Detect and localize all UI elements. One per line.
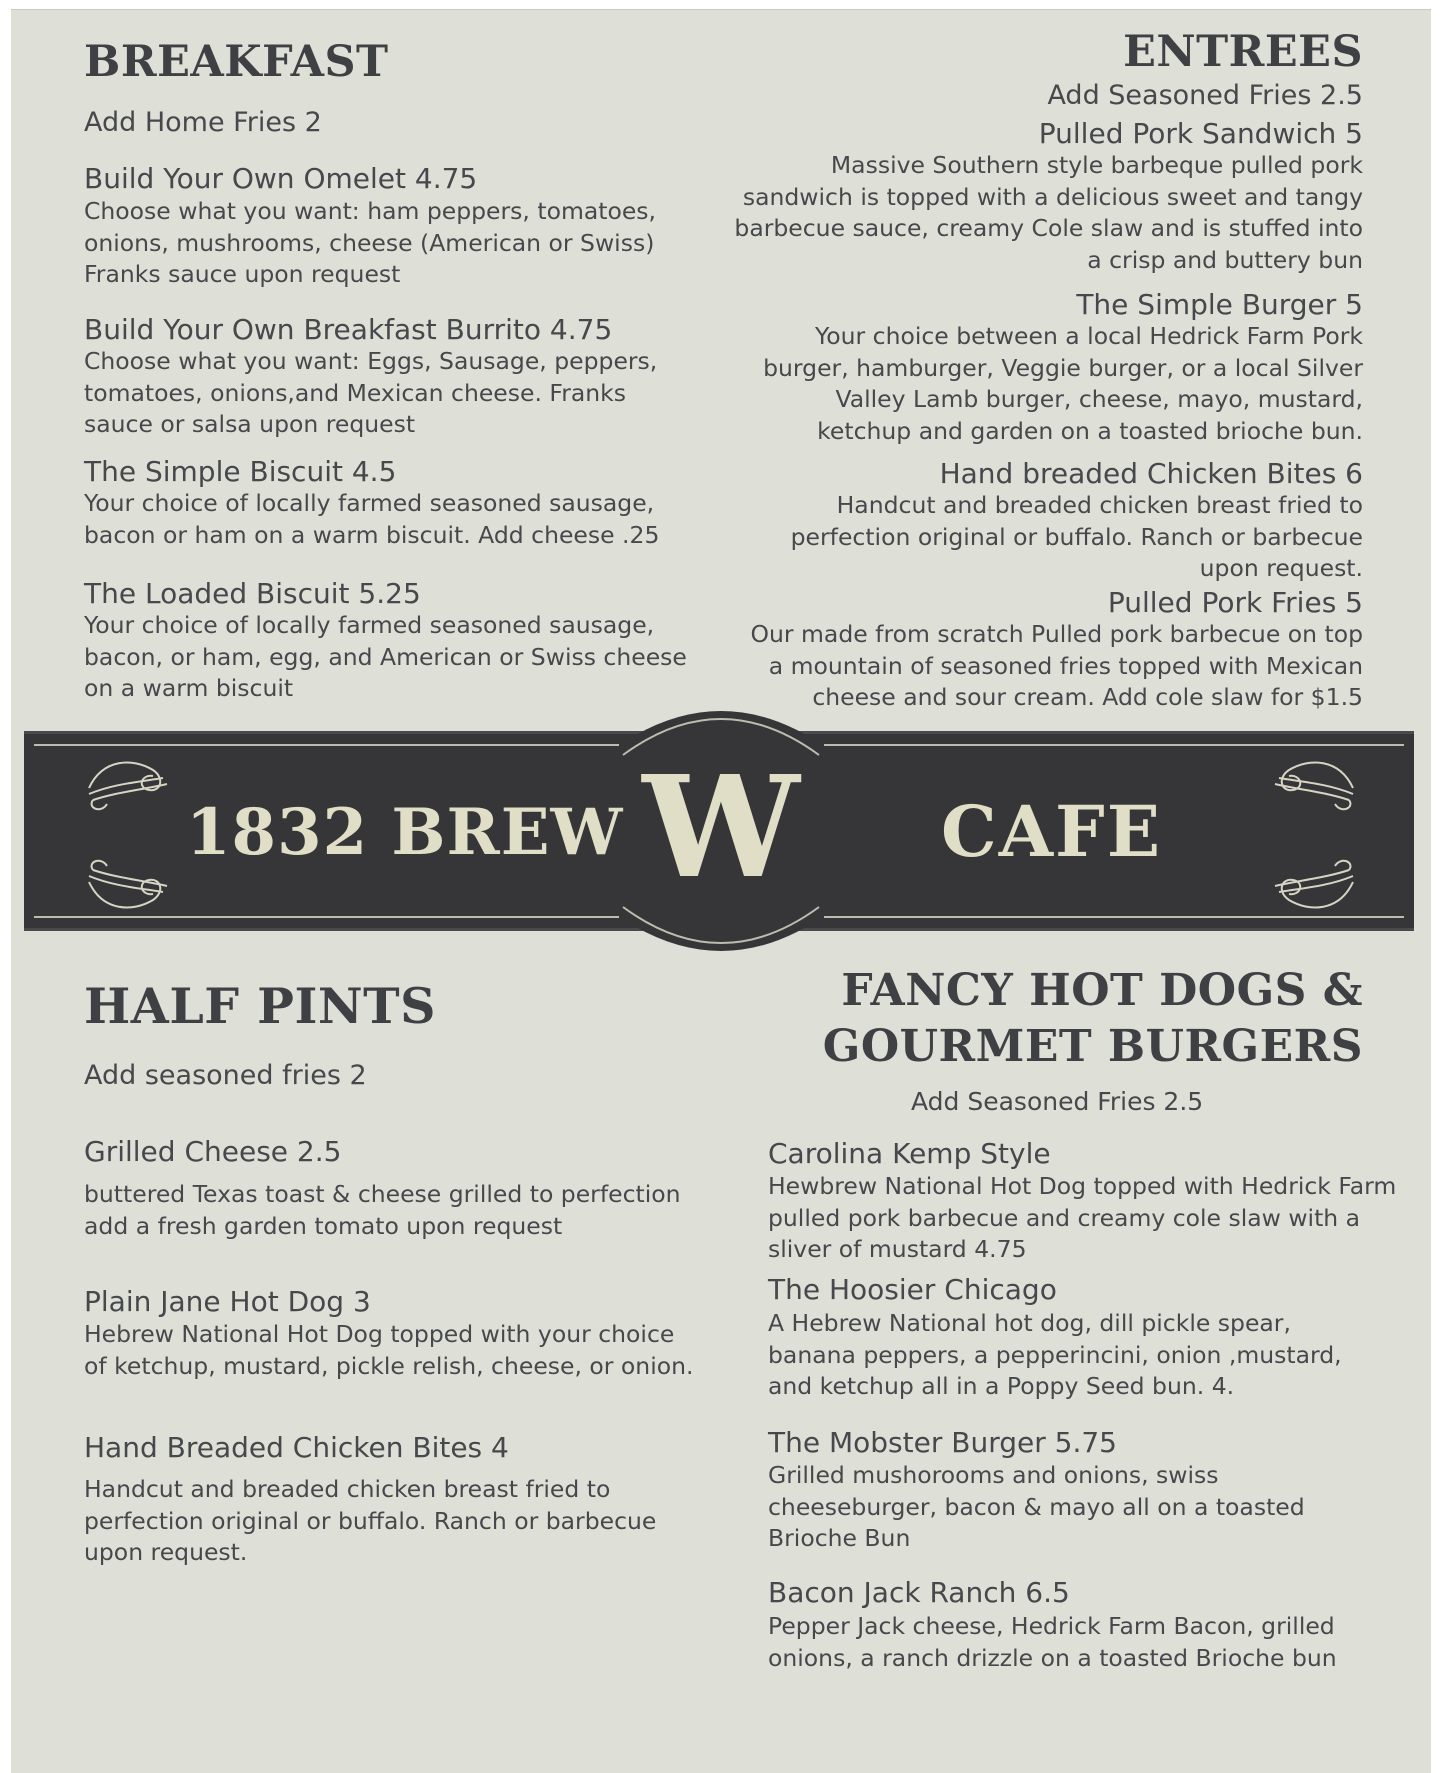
entrees-subheading: Add Seasoned Fries 2.5 xyxy=(1047,80,1363,111)
desc-line: Brioche Bun xyxy=(768,1524,911,1552)
heading-line: FANCY HOT DOGS & xyxy=(841,965,1363,1016)
hot-dogs-subheading: Add Seasoned Fries 2.5 xyxy=(911,1087,1204,1116)
half-pints-item-title: Plain Jane Hot Dog 3 xyxy=(84,1285,371,1318)
half-pints-item-desc xyxy=(84,1474,656,1569)
breakfast-item-desc xyxy=(84,488,659,551)
desc-line: sliver of mustard 4.75 xyxy=(768,1235,1027,1263)
desc-line: Your choice of locally farmed seasoned sausage, xyxy=(84,611,655,639)
menu-page xyxy=(11,9,1431,1773)
half-pints-item-title: Hand Breaded Chicken Bites 4 xyxy=(84,1431,509,1464)
desc-line: buttered Texas toast & cheese grilled to perfection xyxy=(84,1180,681,1208)
breakfast-heading: BREAKFAST xyxy=(84,37,389,87)
desc-line: onions, mushrooms, cheese (American or Swiss) xyxy=(84,228,655,257)
flourish-icon xyxy=(1269,748,1359,818)
entrees-item-desc xyxy=(734,150,1363,276)
flourish-icon xyxy=(1269,852,1359,922)
desc-line: Your choice of locally farmed seasoned sausage, xyxy=(84,489,655,517)
desc-line: Your choice between a local Hedrick Farm Pork xyxy=(815,322,1363,350)
breakfast-item-desc xyxy=(84,346,657,441)
hot-dogs-item-desc xyxy=(768,1460,1305,1555)
desc-line: add a fresh garden tomato upon request xyxy=(84,1211,563,1240)
desc-line: pulled pork barbecue and creamy cole slaw with a xyxy=(768,1203,1361,1232)
desc-line: perfection original or buffalo. Ranch or barbecue xyxy=(790,522,1363,551)
entrees-item-title: Pulled Pork Fries 5 xyxy=(1107,586,1363,619)
half-pints-subheading: Add seasoned fries 2 xyxy=(84,1060,367,1091)
flourish-icon xyxy=(83,852,173,922)
hot-dogs-item-desc xyxy=(768,1171,1396,1266)
desc-line: ketchup and garden on a toasted brioche bun. xyxy=(817,416,1363,445)
desc-line: Pepper Jack cheese, Hedrick Farm Bacon, grilled xyxy=(768,1612,1335,1640)
entrees-item-desc xyxy=(791,490,1363,585)
desc-line: perfection original or buffalo. Ranch or barbecue xyxy=(84,1506,657,1535)
desc-line: Handcut and breaded chicken breast fried to xyxy=(836,491,1363,519)
desc-line: barbecue sauce, creamy Cole slaw and is stuffed into xyxy=(734,214,1363,242)
desc-line: upon request. xyxy=(1199,554,1363,582)
desc-line: cheeseburger, bacon & mayo all on a toasted xyxy=(768,1492,1305,1521)
breakfast-item-title: The Loaded Biscuit 5.25 xyxy=(84,577,421,610)
entrees-heading: ENTREES xyxy=(1123,27,1363,77)
desc-line: Hebrew National Hot Dog topped with your choice xyxy=(84,1320,675,1348)
desc-line: and ketchup all in a Poppy Seed bun. 4. xyxy=(768,1372,1235,1400)
desc-line: Choose what you want: ham peppers, tomatoes, xyxy=(84,197,657,225)
desc-line: Massive Southern style barbeque pulled pork xyxy=(830,151,1363,179)
desc-line: upon request. xyxy=(84,1538,248,1566)
desc-line: onions, a ranch drizzle on a toasted Brioche bun xyxy=(768,1643,1337,1672)
desc-line: burger, hamburger, Veggie burger, or a local Silver xyxy=(763,353,1363,382)
breakfast-subheading: Add Home Fries 2 xyxy=(84,107,322,138)
hot-dogs-item-desc xyxy=(768,1308,1342,1403)
desc-line: sauce or salsa upon request xyxy=(84,410,416,438)
breakfast-item-title: Build Your Own Breakfast Burrito 4.75 xyxy=(84,313,613,346)
desc-line: banana peppers, a pepperincini, onion ,mustard, xyxy=(768,1340,1342,1369)
desc-line: tomatoes, onions,and Mexican cheese. Franks xyxy=(84,378,627,407)
half-pints-item-title: Grilled Cheese 2.5 xyxy=(84,1135,342,1168)
hot-dogs-item-title: The Mobster Burger 5.75 xyxy=(768,1426,1117,1459)
breakfast-item-desc xyxy=(84,196,656,291)
desc-line: A Hebrew National hot dog, dill pickle spear, xyxy=(768,1309,1291,1337)
desc-line: of ketchup, mustard, pickle relish, cheese, or onion. xyxy=(84,1351,694,1380)
desc-line: Franks sauce upon request xyxy=(84,260,401,288)
half-pints-heading: HALF PINTS xyxy=(84,977,437,1035)
entrees-item-title: The Simple Burger 5 xyxy=(1076,288,1363,321)
desc-line: bacon or ham on a warm biscuit. Add cheese .25 xyxy=(84,520,660,549)
flourish-icon xyxy=(83,748,173,818)
heading-line: GOURMET BURGERS xyxy=(822,1021,1363,1072)
desc-line: Our made from scratch Pulled pork barbecue on top xyxy=(750,620,1363,648)
desc-line: Valley Lamb burger, cheese, mayo, mustard, xyxy=(835,385,1363,413)
banner-right-text: CAFE xyxy=(941,790,1163,873)
entrees-item-title: Pulled Pork Sandwich 5 xyxy=(1038,117,1363,150)
desc-line: bacon, or ham, egg, and American or Swiss cheese xyxy=(84,642,687,671)
desc-line: a mountain of seasoned fries topped with Mexican xyxy=(768,651,1363,680)
entrees-item-title: Hand breaded Chicken Bites 6 xyxy=(939,457,1363,490)
desc-line: on a warm biscuit xyxy=(84,674,294,702)
half-pints-item-desc xyxy=(84,1319,693,1382)
breakfast-item-title: The Simple Biscuit 4.5 xyxy=(84,455,397,488)
desc-line: sandwich is topped with a delicious sweet and tangy xyxy=(742,182,1363,211)
banner-logo-w: W xyxy=(642,746,800,910)
desc-line: Hewbrew National Hot Dog topped with Hedrick Farm xyxy=(768,1172,1397,1200)
entrees-item-desc xyxy=(763,321,1363,447)
breakfast-item-title: Build Your Own Omelet 4.75 xyxy=(84,162,478,195)
desc-line: Grilled mushorooms and onions, swiss xyxy=(768,1461,1219,1489)
hot-dogs-item-title: Carolina Kemp Style xyxy=(768,1137,1051,1170)
half-pints-item-desc xyxy=(84,1179,681,1242)
desc-line: Handcut and breaded chicken breast fried to xyxy=(84,1475,611,1503)
desc-line: cheese and sour cream. Add cole slaw for $1.5 xyxy=(812,683,1363,711)
hot-dogs-heading xyxy=(823,963,1363,1075)
desc-line: Choose what you want: Eggs, Sausage, peppers, xyxy=(84,347,658,375)
hot-dogs-item-desc xyxy=(768,1611,1337,1674)
hot-dogs-item-title: The Hoosier Chicago xyxy=(768,1273,1057,1306)
banner-left-text: 1832 BREW xyxy=(186,795,624,870)
hot-dogs-item-title: Bacon Jack Ranch 6.5 xyxy=(768,1576,1070,1609)
desc-line: a crisp and buttery bun xyxy=(1087,245,1363,274)
